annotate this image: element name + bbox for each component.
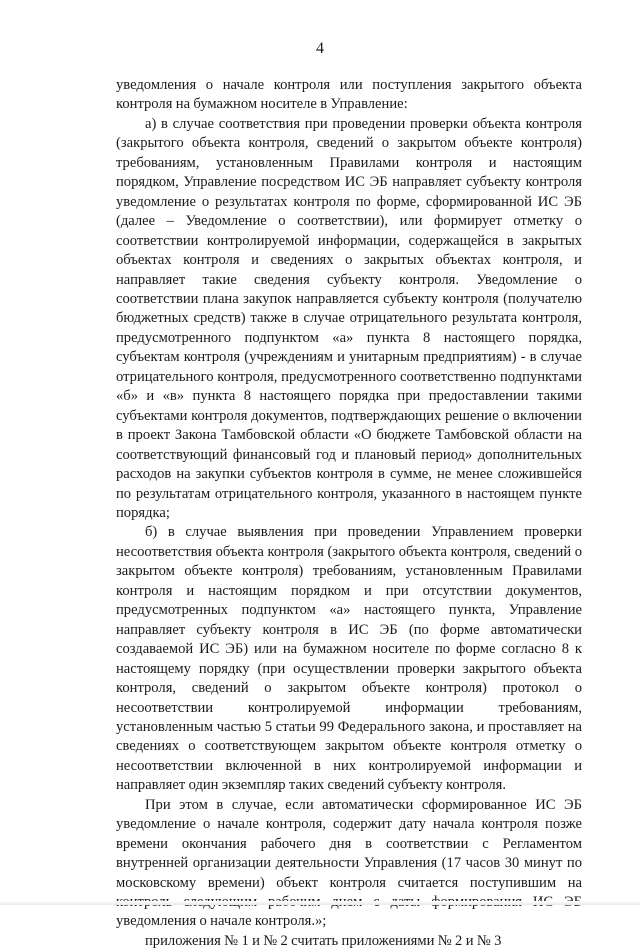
paragraph-appendix-renumbering: приложения № 1 и № 2 считать приложениями № 2 и № 3	[145, 932, 502, 949]
paragraph-note: При этом в случае, если автоматически сформированное ИС ЭБ уведомление о начале контроля, содержит дату начала контроля позже времени окончания рабочего дня в соответствии с Регламентом внутренней организации деятельности Управления (17 часов 30 минут по московскому времени) объект контроля считается поступившим на уведомления о начале контроля.»;	[116, 796, 582, 930]
paragraph-subitem-b: б) в случае выявления при проведении Управлением проверки несоответствия объекта контроля (закрытого объекта контроля, сведений о закрытом объекте контроля) требованиям, установленным Правилами контроля и настоящим порядком и при отсутствии документов, предусмотренных подпунктом «а» настоящего пункта, Управление направляет субъекту контроля в ИС ЭБ (по форме автоматически создаваемой ИС ЭБ) или на бумажном носителе по форме согласно 8 к настоящему порядку (при осуществлении проверки закрытого объекта контроля, сведений о закрытом объекте контроля) протокол о несоответствии контролируемой информации требованиям, установленным частью 5 статьи 99 Федерального закона, и проставляет на сведениях о соответствующем закрытом объекте контроля отметку о несоответствии включенной в них контролируемой информации и направляет один экземпляр таких сведений субъекту контроля.	[116, 524, 582, 794]
paragraph-subitem-a: а) в случае соответствия при проведении проверки объекта контроля (закрытого объекта контроля, сведений о закрытом объекте контроля) требованиям, установленным Правилами контроля и настоящим порядком, Управление посредством ИС ЭБ направляет субъекту контроля уведомление о результатах контроля по форме, сформированной ИС ЭБ (далее – Уведомление о соответствии), или формирует отметку о соответствии контролируемой информации, содержащейся в закрытых объектах контроля и сведениях о закрытых объектах контроля, и направляет такие сведения субъекту контроля. Уведомление о соответствии плана закупок направляется субъекту контроля (получателю бюджетных средств) также в случае отрицательного результата контроля, предусмотренного подпунктом «а» пункта 8 настоящего порядка, субъектам контроля (учреждениям и унитарным предприятиям) - в случае отрицательного контроля, предусмотренного соответственно подпунктами «б» и «в» пункта 8 настоящего порядка при предоставлении такими субъектами контроля документов, подтверждающих решение о включении в проект Закона Тамбовской области «О бюджете Тамбовской области на соответствующий финансовый год и плановый период» дополнительных расходов на закупки субъектов контроля в сумме, не менее сложившейся по результатам отрицательного контроля, указанного в настоящем пункте порядка;	[116, 115, 582, 521]
document-body	[116, 76, 582, 951]
paragraph-continuation: уведомления о начале контроля или поступления закрытого объекта контроля на бумажном носителе в Управление:	[116, 77, 582, 113]
page-number: 4	[316, 40, 324, 57]
scan-edge-shadow	[0, 901, 640, 905]
